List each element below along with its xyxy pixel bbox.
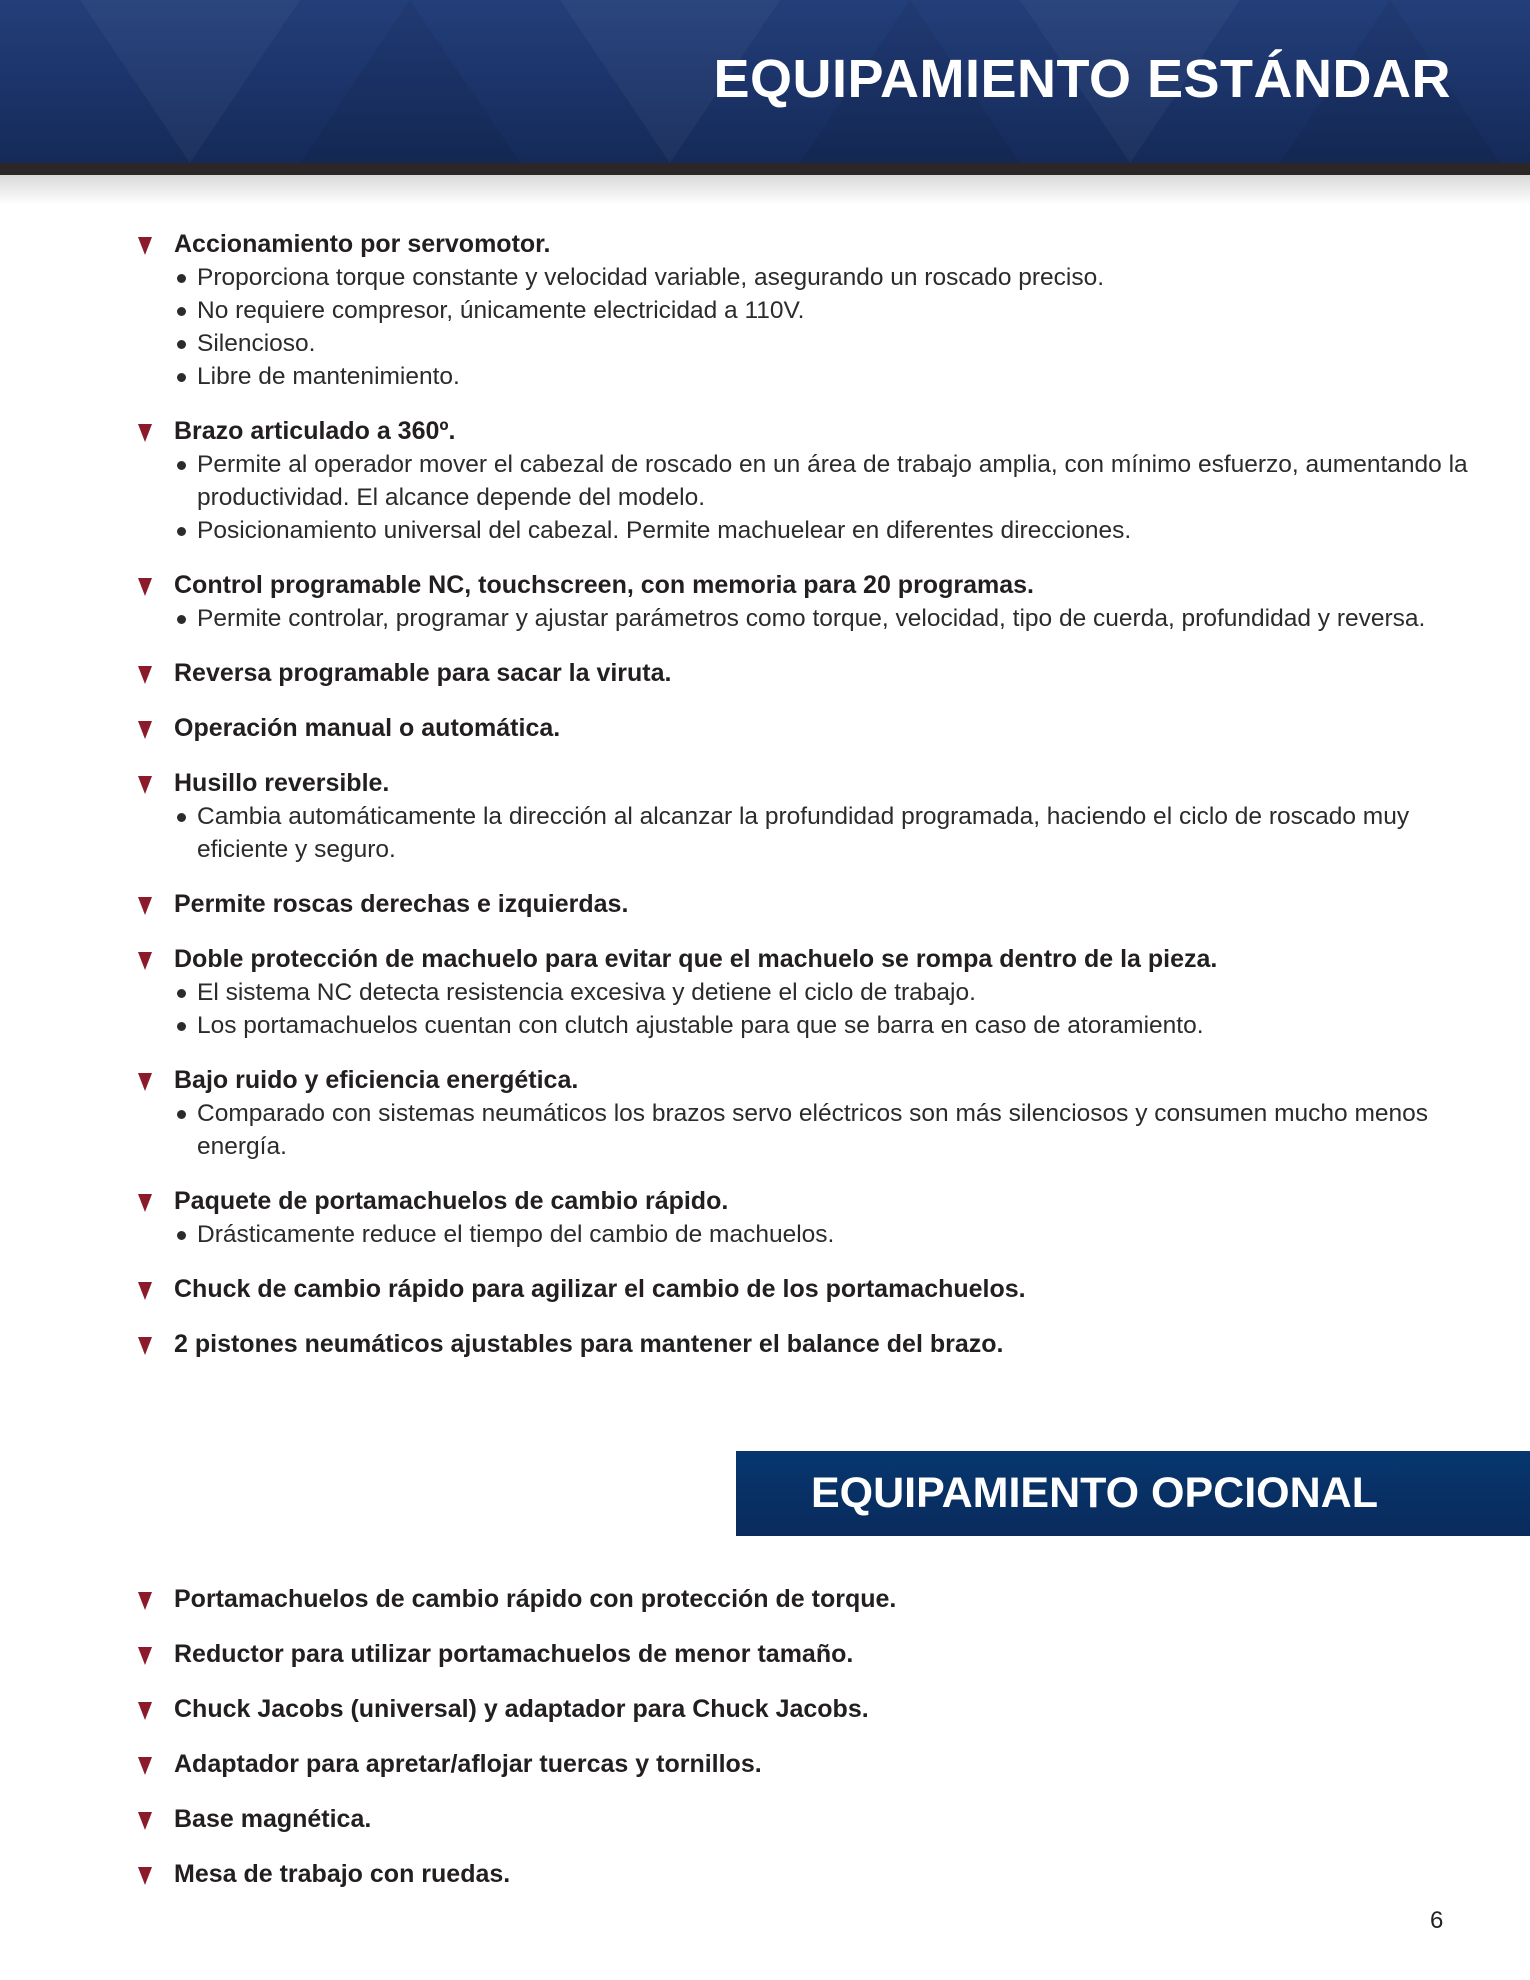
- sub-item-text: Comparado con sistemas neumáticos los brazos servo eléctricos son más silenciosos y consumen mucho menos energía.: [197, 1100, 1428, 1160]
- sub-item: [174, 294, 1468, 327]
- bullet-dot-icon: [177, 1110, 186, 1119]
- sub-item: [174, 514, 1468, 547]
- list-item: [138, 657, 1468, 690]
- item-title: Doble protección de machuelo para evitar que el machuelo se rompa dentro de la pieza.: [174, 945, 1218, 973]
- sub-item-text: Proporciona torque constante y velocidad variable, asegurando un roscado preciso.: [197, 264, 1105, 291]
- item-title: Portamachuelos de cambio rápido con protección de torque.: [174, 1585, 897, 1613]
- sub-item: [174, 360, 1468, 393]
- bullet-dot-icon: [177, 461, 186, 470]
- triangle-bullet-icon: [138, 578, 152, 596]
- decorative-triangle: [80, 0, 300, 163]
- triangle-bullet-icon: [138, 424, 152, 442]
- triangle-bullet-icon: [138, 1867, 152, 1885]
- triangle-bullet-icon: [138, 1757, 152, 1775]
- bullet-dot-icon: [177, 615, 186, 624]
- sub-item: [174, 1218, 1468, 1251]
- item-title: Permite roscas derechas e izquierdas.: [174, 890, 629, 918]
- sub-item: [174, 976, 1468, 1009]
- sub-item: [174, 602, 1468, 635]
- list-item: [138, 1185, 1468, 1251]
- list-item: [138, 943, 1468, 1042]
- sub-item: [174, 1009, 1468, 1042]
- bullet-dot-icon: [177, 340, 186, 349]
- sub-item-text: Posicionamiento universal del cabezal. Permite machuelear en diferentes direcciones.: [197, 517, 1132, 544]
- triangle-bullet-icon: [138, 952, 152, 970]
- list-item: [138, 1583, 1468, 1616]
- bullet-dot-icon: [177, 1231, 186, 1240]
- item-title: Accionamiento por servomotor.: [174, 230, 551, 258]
- item-title: Base magnética.: [174, 1805, 372, 1833]
- sub-item-text: Drásticamente reduce el tiempo del cambio de machuelos.: [197, 1221, 835, 1248]
- sub-item-text: Cambia automáticamente la dirección al alcanzar la profundidad programada, haciendo el ciclo de roscado muy eficiente y seguro.: [197, 803, 1410, 863]
- header-shadow: [0, 175, 1530, 205]
- triangle-bullet-icon: [138, 1337, 152, 1355]
- sub-item-text: Permite controlar, programar y ajustar parámetros como torque, velocidad, tipo de cuerda, profundidad y reversa.: [197, 605, 1426, 632]
- header-divider: [0, 163, 1530, 175]
- item-title: Reversa programable para sacar la viruta.: [174, 659, 672, 687]
- list-item: [138, 712, 1468, 745]
- item-title: Mesa de trabajo con ruedas.: [174, 1860, 511, 1888]
- item-title: Control programable NC, touchscreen, con memoria para 20 programas.: [174, 571, 1034, 599]
- item-title: Chuck de cambio rápido para agilizar el cambio de los portamachuelos.: [174, 1275, 1026, 1303]
- triangle-bullet-icon: [138, 1592, 152, 1610]
- sub-item-text: Permite al operador mover el cabezal de roscado en un área de trabajo amplia, con mínimo esfuerzo, aumentando la productividad. El alcance depende del modelo.: [197, 451, 1468, 511]
- list-item: [138, 1638, 1468, 1671]
- sub-item-text: Libre de mantenimiento.: [197, 363, 460, 390]
- sub-item-text: No requiere compresor, únicamente electricidad a 110V.: [197, 297, 805, 324]
- triangle-bullet-icon: [138, 721, 152, 739]
- item-title: Bajo ruido y eficiencia energética.: [174, 1066, 579, 1094]
- sub-item-text: Los portamachuelos cuentan con clutch ajustable para que se barra en caso de atoramiento.: [197, 1012, 1204, 1039]
- optional-equipment-list: [138, 1583, 1468, 1913]
- item-title: Operación manual o automática.: [174, 714, 561, 742]
- list-item: [138, 767, 1468, 866]
- list-item: [138, 1748, 1468, 1781]
- sub-item: [174, 327, 1468, 360]
- triangle-bullet-icon: [138, 897, 152, 915]
- triangle-bullet-icon: [138, 1812, 152, 1830]
- bullet-dot-icon: [177, 813, 186, 822]
- sub-item: [174, 261, 1468, 294]
- list-item: [138, 415, 1468, 547]
- sub-item: [174, 800, 1468, 866]
- item-title: Reductor para utilizar portamachuelos de menor tamaño.: [174, 1640, 854, 1668]
- item-title: Brazo articulado a 360º.: [174, 417, 456, 445]
- list-item: [138, 888, 1468, 921]
- bullet-dot-icon: [177, 307, 186, 316]
- page-number: 6: [1430, 1907, 1444, 1934]
- item-title: 2 pistones neumáticos ajustables para mantener el balance del brazo.: [174, 1330, 1004, 1358]
- list-item: [138, 1328, 1468, 1361]
- item-title: Paquete de portamachuelos de cambio rápido.: [174, 1187, 729, 1215]
- optional-section-title: EQUIPAMIENTO OPCIONAL: [811, 1469, 1378, 1517]
- bullet-dot-icon: [177, 527, 186, 536]
- triangle-bullet-icon: [138, 1073, 152, 1091]
- list-item: [138, 1273, 1468, 1306]
- sub-item: [174, 1097, 1468, 1163]
- triangle-bullet-icon: [138, 1194, 152, 1212]
- item-title: Adaptador para apretar/aflojar tuercas y tornillos.: [174, 1750, 762, 1778]
- triangle-bullet-icon: [138, 776, 152, 794]
- list-item: [138, 228, 1468, 393]
- sub-item-text: El sistema NC detecta resistencia excesiva y detiene el ciclo de trabajo.: [197, 979, 976, 1006]
- list-item: [138, 1803, 1468, 1836]
- triangle-bullet-icon: [138, 237, 152, 255]
- bullet-dot-icon: [177, 274, 186, 283]
- list-item: [138, 1064, 1468, 1163]
- list-item: [138, 569, 1468, 635]
- standard-equipment-list: [138, 228, 1468, 1383]
- decorative-triangle: [300, 0, 520, 163]
- optional-section-banner: [736, 1451, 1530, 1536]
- triangle-bullet-icon: [138, 666, 152, 684]
- sub-item-text: Silencioso.: [197, 330, 316, 357]
- triangle-bullet-icon: [138, 1647, 152, 1665]
- list-item: [138, 1693, 1468, 1726]
- item-title: Chuck Jacobs (universal) y adaptador para Chuck Jacobs.: [174, 1695, 869, 1723]
- bullet-dot-icon: [177, 373, 186, 382]
- triangle-bullet-icon: [138, 1702, 152, 1720]
- page-title: EQUIPAMIENTO ESTÁNDAR: [713, 49, 1451, 109]
- bullet-dot-icon: [177, 1022, 186, 1031]
- list-item: [138, 1858, 1468, 1891]
- item-title: Husillo reversible.: [174, 769, 390, 797]
- page-header-banner: [0, 0, 1530, 163]
- triangle-bullet-icon: [138, 1282, 152, 1300]
- bullet-dot-icon: [177, 989, 186, 998]
- sub-item: [174, 448, 1468, 514]
